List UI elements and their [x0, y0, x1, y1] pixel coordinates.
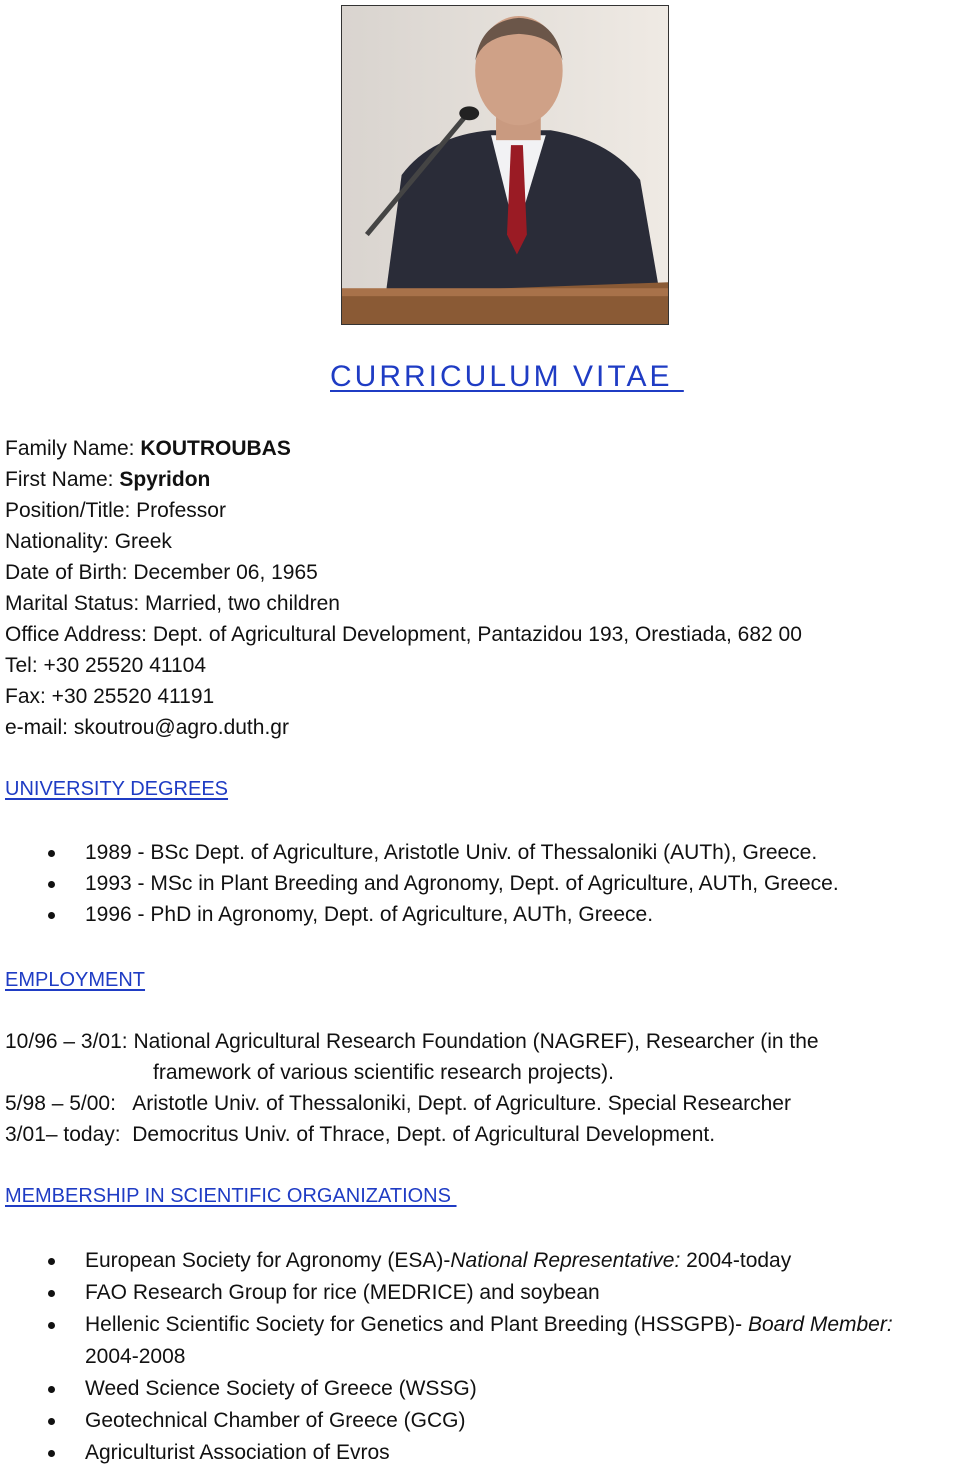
- bullet-icon: [48, 881, 55, 888]
- portrait-photo: [341, 5, 669, 325]
- employment-text: 5/98 – 5/00: Aristotle Univ. of Thessaloniki, Dept. of Agriculture. Special Researcher: [5, 1092, 791, 1115]
- membership-heading: MEMBERSHIP IN SCIENTIFIC ORGANIZATIONS: [5, 1185, 457, 1207]
- employment-row-continuation: [5, 1060, 614, 1086]
- bullet-icon: [48, 1258, 55, 1265]
- email-row[interactable]: e-mail: skoutrou@agro.duth.gr: [5, 716, 289, 739]
- employment-heading: EMPLOYMENT: [5, 969, 146, 991]
- first-name-label: First Name:: [5, 468, 120, 491]
- membership-text: FAO Research Group for rice (MEDRICE) and soybean: [85, 1281, 600, 1304]
- membership-period: 2004-today: [680, 1249, 792, 1272]
- membership-text: Agriculturist Association of Evros: [85, 1441, 390, 1464]
- membership-period: 2004-2008: [85, 1345, 186, 1368]
- marital-status-row: Marital Status: Married, two children: [5, 592, 340, 615]
- family-name-row: [5, 436, 291, 462]
- employment-text: 3/01– today: Democritus Univ. of Thrace, Dept. of Agricultural Development.: [5, 1123, 716, 1146]
- degree-item: [0, 871, 839, 897]
- employment-row: [5, 1122, 715, 1148]
- family-name-value: KOUTROUBAS: [140, 437, 291, 460]
- tel-row: Tel: +30 25520 41104: [5, 654, 207, 677]
- membership-item: [0, 1312, 893, 1338]
- degrees-heading: UNIVERSITY DEGREES: [5, 778, 229, 800]
- employment-text: framework of various scientific research projects).: [153, 1061, 614, 1084]
- first-name-row: [5, 467, 210, 493]
- cv-title: CURRICULUM VITAE: [330, 360, 684, 393]
- membership-text: European Society for Agronomy (ESA)-: [85, 1249, 451, 1272]
- bullet-icon: [48, 912, 55, 919]
- date-of-birth-row: Date of Birth: December 06, 1965: [5, 561, 318, 584]
- employment-row: [5, 1029, 819, 1055]
- position-row: Position/Title: Professor: [5, 499, 226, 522]
- fax-row: Fax: +30 25520 41191: [5, 685, 215, 708]
- bullet-icon: [48, 850, 55, 857]
- membership-role: National Representative:: [450, 1249, 681, 1272]
- bullet-icon: [48, 1386, 55, 1393]
- degree-item: [0, 840, 839, 866]
- membership-text: Hellenic Scientific Society for Genetics and Plant Breeding (HSSGPB)-: [85, 1313, 748, 1336]
- membership-item: [0, 1280, 893, 1306]
- bullet-icon: [48, 1322, 55, 1329]
- membership-text: Weed Science Society of Greece (WSSG): [85, 1377, 477, 1400]
- membership-item-continuation: [0, 1344, 893, 1370]
- portrait-illustration: [342, 6, 668, 324]
- membership-item: [0, 1408, 893, 1434]
- degree-text: 1996 - PhD in Agronomy, Dept. of Agriculture, AUTh, Greece.: [85, 903, 654, 926]
- office-address-row: Office Address: Dept. of Agricultural Development, Pantazidou 193, Orestiada, 682 00: [5, 623, 802, 646]
- bullet-icon: [48, 1450, 55, 1457]
- membership-text: Geotechnical Chamber of Greece (GCG): [85, 1409, 466, 1432]
- membership-list: [0, 1248, 893, 1466]
- membership-item: [0, 1376, 893, 1402]
- membership-item: [0, 1440, 893, 1466]
- membership-role: Board Member:: [747, 1313, 893, 1336]
- bullet-icon: [48, 1290, 55, 1297]
- degree-item: [0, 902, 839, 928]
- degree-text: 1989 - BSc Dept. of Agriculture, Aristotle Univ. of Thessaloniki (AUTh), Greece.: [85, 841, 818, 864]
- membership-item: [0, 1248, 893, 1274]
- employment-text: 10/96 – 3/01: National Agricultural Research Foundation (NAGREF), Researcher (in the: [5, 1030, 819, 1053]
- degrees-list: [0, 840, 839, 928]
- employment-row: [5, 1091, 791, 1117]
- family-name-label: Family Name:: [5, 437, 141, 460]
- bullet-icon: [48, 1418, 55, 1425]
- degree-text: 1993 - MSc in Plant Breeding and Agronomy, Dept. of Agriculture, AUTh, Greece.: [85, 872, 839, 895]
- first-name-value: Spyridon: [119, 468, 211, 491]
- nationality-row: Nationality: Greek: [5, 530, 172, 553]
